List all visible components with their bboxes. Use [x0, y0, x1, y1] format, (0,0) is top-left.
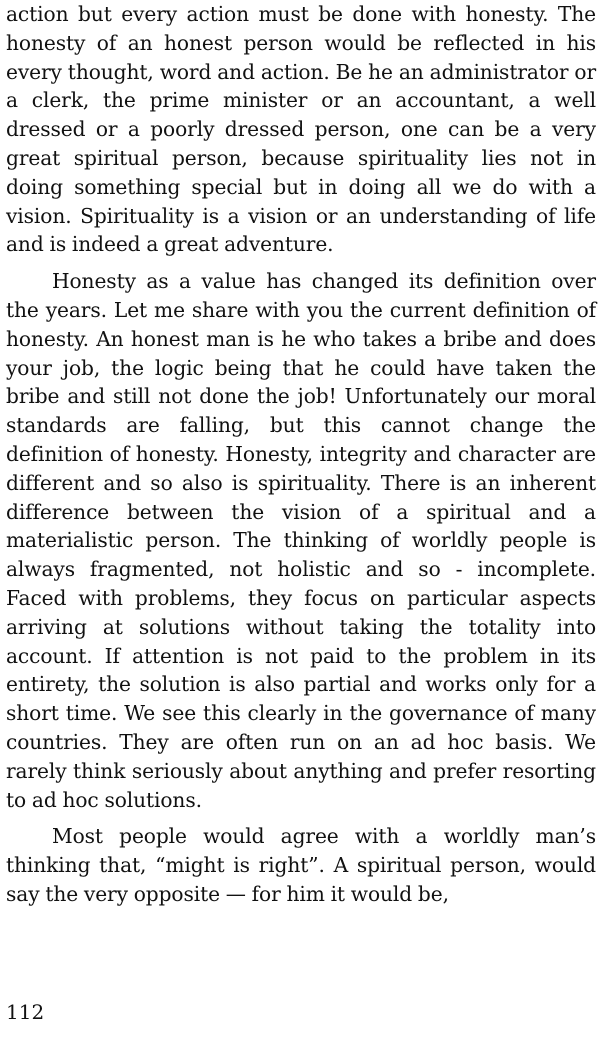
paragraph-3: Most people would agree with a worldly man’s thinking that, “might is right”. A spiritual person, would say the very opposite — for him it would be, — [6, 824, 596, 906]
body-text — [6, 0, 596, 909]
paragraph-2: Honesty as a value has changed its definition over the years. Let me share with you the current definition of honesty. An honest man is he who takes a bribe and does your job, the logic being that he could have taken the bribe and still not done the job! Unfortunately our moral standards are falling, but this cannot change the definition of honesty. Honesty, integrity and character are different and so also is spirituality. There is an inherent difference between the vision of a spiritual and a materialistic person. The thinking of worldly people is always fragmented, not holistic and so - incomplete. Faced with problems, they focus on particular aspects arriving at solutions without taking the totality into account. If attention is not paid to the problem in its entirety, the solution is also partial and works only for a short time. We see this clearly in the governance of many countries. They are often run on an ad hoc basis. We rarely think seriously about anything and prefer resorting to ad hoc solutions. — [6, 269, 596, 812]
page-number: 112 — [6, 1000, 45, 1024]
paragraph-1: action but every action must be done with honesty. The honesty of an honest person would be reflected in his every thought, word and action. Be he an administrator or a clerk, the prime minister or an accountant, a well dressed or a poorly dressed person, one can be a very great spiritual person, because spirituality lies not in doing something special but in doing all we do with a vision. Spirituality is a vision or an understanding of life and is indeed a great adventure. — [6, 2, 596, 257]
